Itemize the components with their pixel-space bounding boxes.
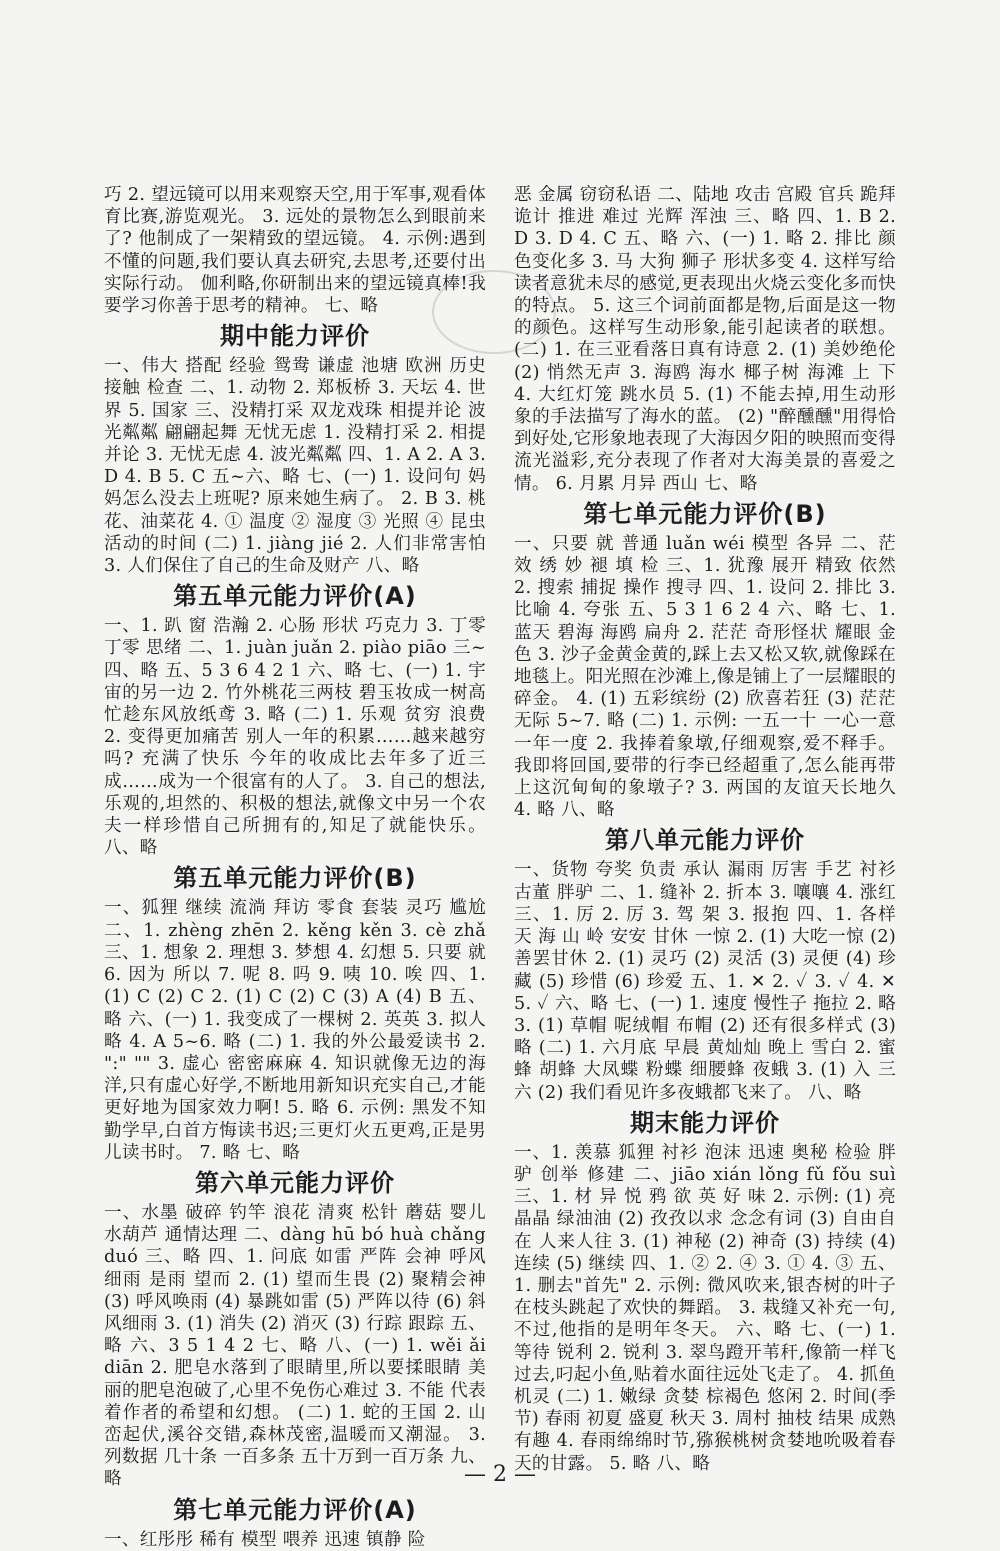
section-heading-unit6: 第六单元能力评价 [195,1168,395,1197]
section-body-unit6: 一、水墨 破碎 钓竿 浪花 清爽 松针 蘑菇 婴儿 水葫芦 通情达理 二、dàng hū bó huà chǎng duó 三、略 四、1. 问底 如雷 严阵 会神 呼风 细雨 是雨 望而 2. (1) 望而生畏 (2) 聚精会神 (3) 呼风唤雨 (4) 暴跳如雷 (5) 严阵以待 (6) 斜风细雨 3. (1) 消失 (2) 消灭 (3) 行踪 跟踪 五、略 六、3 5 1 4 2 七、略 八、(一) 1. wěi ǎi diān 2. 肥皂水落到了眼睛里,所以要揉眼睛 美丽的肥皂泡破了,心里不免伤心难过 3. 不能 代表着作者的希望和幻想。 (二) 1. 蛇的王国 2. 山峦起伏,溪谷交错,森林茂密,温暖而又潮湿。 3. 列数据 几十条 一百多条 五十万到一百万条 九、略 [104,1202,486,1490]
right-column [514,184,896,1475]
section-body-unit7a: 一、红彤彤 稀有 模型 喂养 迅速 镇静 险 [104,1529,426,1550]
section-heading-unit7a: 第七单元能力评价(A) [173,1495,417,1524]
section-body-unit8: 一、货物 夸奖 负责 承认 漏雨 厉害 手艺 衬衫 古董 胖驴 二、1. 缝补 2. 折本 3. 嚷嚷 4. 涨红 三、1. 厉 2. 厉 3. 驾 架 3. 报抱 四、1. 各样 天 海 山 岭 安安 甘休 一惊 2. (1) 大吃一惊 (2) 善罢甘休 2. (1) 灵巧 (2) 灵活 (3) 灵便 (4) 珍藏 (5) 珍惜 (6) 珍爱 五、1. ✕ 2. ✓ 3. ✓ 4. ✕ 5. ✓ 六、略 七、(一) 1. 速度 慢性子 拖拉 2. 略 3. (1) 草帽 呢绒帽 布帽 (2) 还有很多样式 (3) 略 (二) 1. 六月底 早晨 黄灿灿 晚上 雪白 2. 蜜蜂 胡蜂 大凤蝶 粉蝶 细腰蜂 夜蛾 3. (1) 入 三 六 (2) 我们看见许多夜蛾都飞来了。 八、略 [514,860,896,1103]
page-number: — 2 — [464,1462,536,1487]
section-heading-unit5a: 第五单元能力评价(A) [173,582,417,611]
right-intro-text: 恶 金属 窃窃私语 二、陆地 攻击 宫殿 官兵 跪拜 诡计 推进 难过 光辉 浑浊 三、略 四、1. B 2. D 3. D 4. C 五、略 六、(一) 1. 略 2. 排比 颜色变化多 3. 马 大狗 狮子 形状多变 4. 这样写给读者意犹未尽的感觉,更表现出火烧云变化多而快的特点。 5. 这三个词前面都是物,后面是这一物的颜色。这样写生动形象,能引起读者的联想。 (二) 1. 在三亚看落日真有诗意 2. (1) 美妙绝伦 (2) 悄然无声 3. 海鸥 海水 椰子树 海滩 上 下 4. 大红灯笼 跳水员 5. (1) 不能去掉,用生动形象的手法描写了海水的蓝。 (2) "醉醺醺"用得恰到好处,它形象地表现了大海因夕阳的映照而变得流光溢彩,充分表现了作者对大海美景的喜爱之情。 6. 月累 月异 西山 七、略 [514,185,896,494]
section-heading-final: 期末能力评价 [630,1108,780,1137]
section-body-unit5b: 一、狐狸 继续 流淌 拜访 零食 套装 灵巧 尴尬 二、1. zhèng zhēn 2. kěng kěn 3. cè zhǎ 三、1. 想象 2. 理想 3. 梦想 4. 幻想 5. 只要 就 6. 因为 所以 7. 呢 8. 吗 9. 咦 10. 唉 四、1. (1) C (2) C 2. (1) C (2) C (3) A (4) B 五、略 六、(一) 1. 我变成了一棵树 2. 英英 3. 拟人 略 4. A 5~6. 略 (二) 1. 我的外公最爱读书 2. ":" "" 3. 虚心 密密麻麻 4. 知识就像无边的海洋,只有虚心好学,不断地用新知识充实自己,才能更好地为国家效力啊! 5. 略 6. 示例: 黑发不知勤学早,白首方悔读书迟;三更灯火五更鸡,正是男儿读书时。 7. 略 七、略 [104,898,486,1163]
left-intro-text: 巧 2. 望远镜可以用来观察天空,用于军事,观看体育比赛,游览观光。 3. 远处的景物怎么到眼前来了? 他制成了一架精致的望远镜。 4. 示例:遇到不懂的问题,我们要认真去研究,去思考,还要付出实际行动。 伽利略,你研制出来的望远镜真棒!我要学习你善于思考的精神。 七、略 [104,185,486,317]
section-body-unit7b: 一、只要 就 普通 luǎn wéi 模型 各异 二、茫 效 绣 妙 褪 填 检 三、1. 犹豫 展开 精致 依然 2. 搜索 捕捉 操作 搜寻 四、1. 设问 2. 排比 3. 比喻 4. 夸张 五、5 3 1 6 2 4 六、略 七、1. 蓝天 碧海 海鸥 扁舟 2. 茫茫 奇形怪状 耀眼 金色 3. 沙子金黄金黄的,踩上去又松又软,就像踩在地毯上。阳光照在沙滩上,像是铺上了一层耀眼的碎金。 4. (1) 五彩缤纷 (2) 欣喜若狂 (3) 茫茫无际 5~7. 略 (二) 1. 示例: 一五一十 一心一意 一年一度 2. 我捧着象墩,仔细观察,爱不释手。 我即将回国,要带的行李已经超重了,怎么能再带上这沉甸甸的象墩子? 3. 两国的友谊天长地久 4. 略 八、略 [514,533,896,821]
section-body-midterm: 一、伟大 搭配 经验 鸳鸯 谦虚 池塘 欧洲 历史 接触 检查 二、1. 动物 2. 郑板桥 3. 天坛 4. 世界 5. 国家 三、没精打采 双龙戏珠 相提并论 波光粼粼 翩翩起舞 无忧无虑 1. 没精打采 2. 相提并论 3. 无忧无虑 4. 波光粼粼 四、1. A 2. A 3. D 4. B 5. C 五~六、略 七、(一) 1. 设问句 妈妈怎么没去上班呢? 原来她生病了。 2. B 3. 桃花、油菜花 4. ① 温度 ② 湿度 ③ 光照 ④ 昆虫活动的时间 (二) 1. jiàng jié 2. 人们非常害怕 3. 人们保住了自己的生命及财产 八、略 [104,356,486,577]
section-heading-unit7b: 第七单元能力评价(B) [583,499,827,528]
section-heading-midterm: 期中能力评价 [220,322,370,351]
section-heading-unit8: 第八单元能力评价 [605,826,805,855]
section-body-final: 一、1. 羡慕 狐狸 衬衫 泡沫 迅速 奥秘 检验 胖驴 创举 修建 二、jiāo xián lǒng fǔ fǒu suì 三、1. 材 异 悦 鸦 欲 英 好 味 2. 示例: (1) 亮晶晶 绿油油 (2) 孜孜以求 念念有词 (3) 自由自在 人来人往 3. (1) 神秘 (2) 神奇 (3) 持续 (4) 连续 (5) 继续 四、1. ② 2. ④ 3. ① 4. ③ 五、1. 删去"首先" 2. 示例: 微风吹来,银杏树的叶子在枝头跳起了欢快的舞蹈。 3. 栽缝又补充一句,不过,他指的是明年冬天。 六、略 七、(一) 1. 等待 锐利 2. 锐利 3. 翠鸟蹬开苇秆,像箭一样飞过去,叼起小鱼,贴着水面往远处飞走了。 4. 抓鱼 机灵 (二) 1. 嫩绿 贪婪 棕褐色 悠闲 2. 时间(季节) 春雨 初夏 盛夏 秋天 3. 周村 抽枝 结果 成熟 有趣 4. 春雨绵绵时节,猕猴桃树贪婪地吮吸着春天的甘露。 5. 略 八、略 [514,1142,896,1474]
section-heading-unit5b: 第五单元能力评价(B) [173,864,417,893]
left-column [104,184,486,1551]
section-body-unit5a: 一、1. 趴 窗 浩瀚 2. 心肠 形状 巧克力 3. 丁零丁零 思绪 二、1. juàn juǎn 2. piào piāo 三~四、略 五、5 3 6 4 2 1 六、略 七、(一) 1. 宇宙的另一边 2. 竹外桃花三两枝 碧玉妆成一树高 忙趁东风放纸鸢 3. 略 (二) 1. 乐观 贫穷 浪费 2. 变得更加痛苦 别人一年的积累……越来越穷吗? 充满了快乐 今年的收成比去年多了近三成……成为一个很富有的人了。 3. 自己的想法,乐观的,坦然的、积极的想法,就像文中另一个农夫一样珍惜自己所拥有的,知足了就能快乐。 八、略 [104,616,486,859]
